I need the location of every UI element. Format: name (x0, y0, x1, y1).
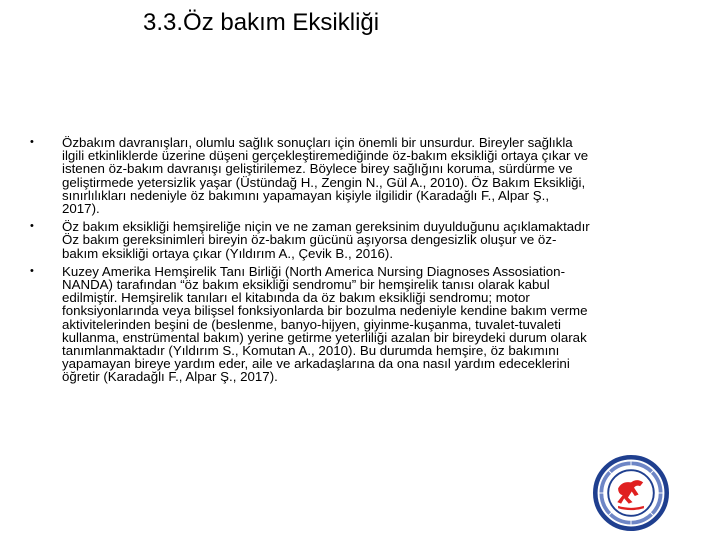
bullet-icon: • (30, 136, 34, 148)
list-item (30, 136, 590, 215)
bullet-list (30, 136, 590, 384)
bullet-icon: • (30, 264, 34, 277)
bullet-text: Öz bakım eksikliği hemşireliğe niçin ve ne zaman gereksinim duyulduğunu açıklamaktadır Öz bakım gereksinimleri bireyin öz-bakım gücünü aşıyorsa dengesizlik oluşur ve öz-bakım eksikliği ortaya çıkar (Yıldırım A., Çevik B., 2016). (62, 219, 590, 261)
slide-title: 3.3.Öz bakım Eksikliği (143, 9, 380, 36)
bullet-icon: • (30, 220, 34, 233)
list-item (30, 220, 590, 260)
university-seal-icon (593, 455, 669, 531)
list-item (30, 265, 590, 384)
bullet-text: Özbakım davranışları, olumlu sağlık sonuçları için önemli bir unsurdur. Bireyler sağlıkla ilgili etkinliklerde üzerine düşeni gerçekleştiremediğinde öz-bakım eksikliği ortaya çıkar ve istenen öz-bakım davranışı geliştirilemez. Böylece birey sağlığını koruma, sürdürme ve geliştirmede yetersizlik yaşar (Üstündağ H., Zengin N., Gül A., 2010). Öz Bakım Eksikliği, sınırlılıkları nedeniyle öz bakımını yapamayan kişiyle ilgilidir (Karadağlı F., Alpar Ş., 2017). (62, 135, 589, 217)
bullet-text: Kuzey Amerika Hemşirelik Tanı Birliği (North America Nursing Diagnoses Assosiation-NANDA) tarafından “öz bakım eksikliği sendromu” bir hemşirelik tanısı olarak kabul edilmiştir. Hemşirelik tanıları el kitabında da öz bakım eksikliği sendromu; motor fonksiyonlarında veya bilişsel fonksiyonlarda bir bozulma nedeniyle kendine bakım verme aktivitelerinden beşini de (beslenme, banyo-hijyen, giyinme-kuşanma, tuvalet-tuvaleti kullanma, enstrümental bakım) yerine getirme yeterliliği azalan bir bireydeki durum olarak tanımlanmaktadır (Yıldırım S., Komutan A., 2010). Bu durumda hemşire, öz bakımını yapamayan bireye yardım eder, aile ve arkadaşlarına da ona nasıl yardım edeceklerini öğretir (Karadağlı F., Alpar Ş., 2017). (62, 263, 588, 385)
